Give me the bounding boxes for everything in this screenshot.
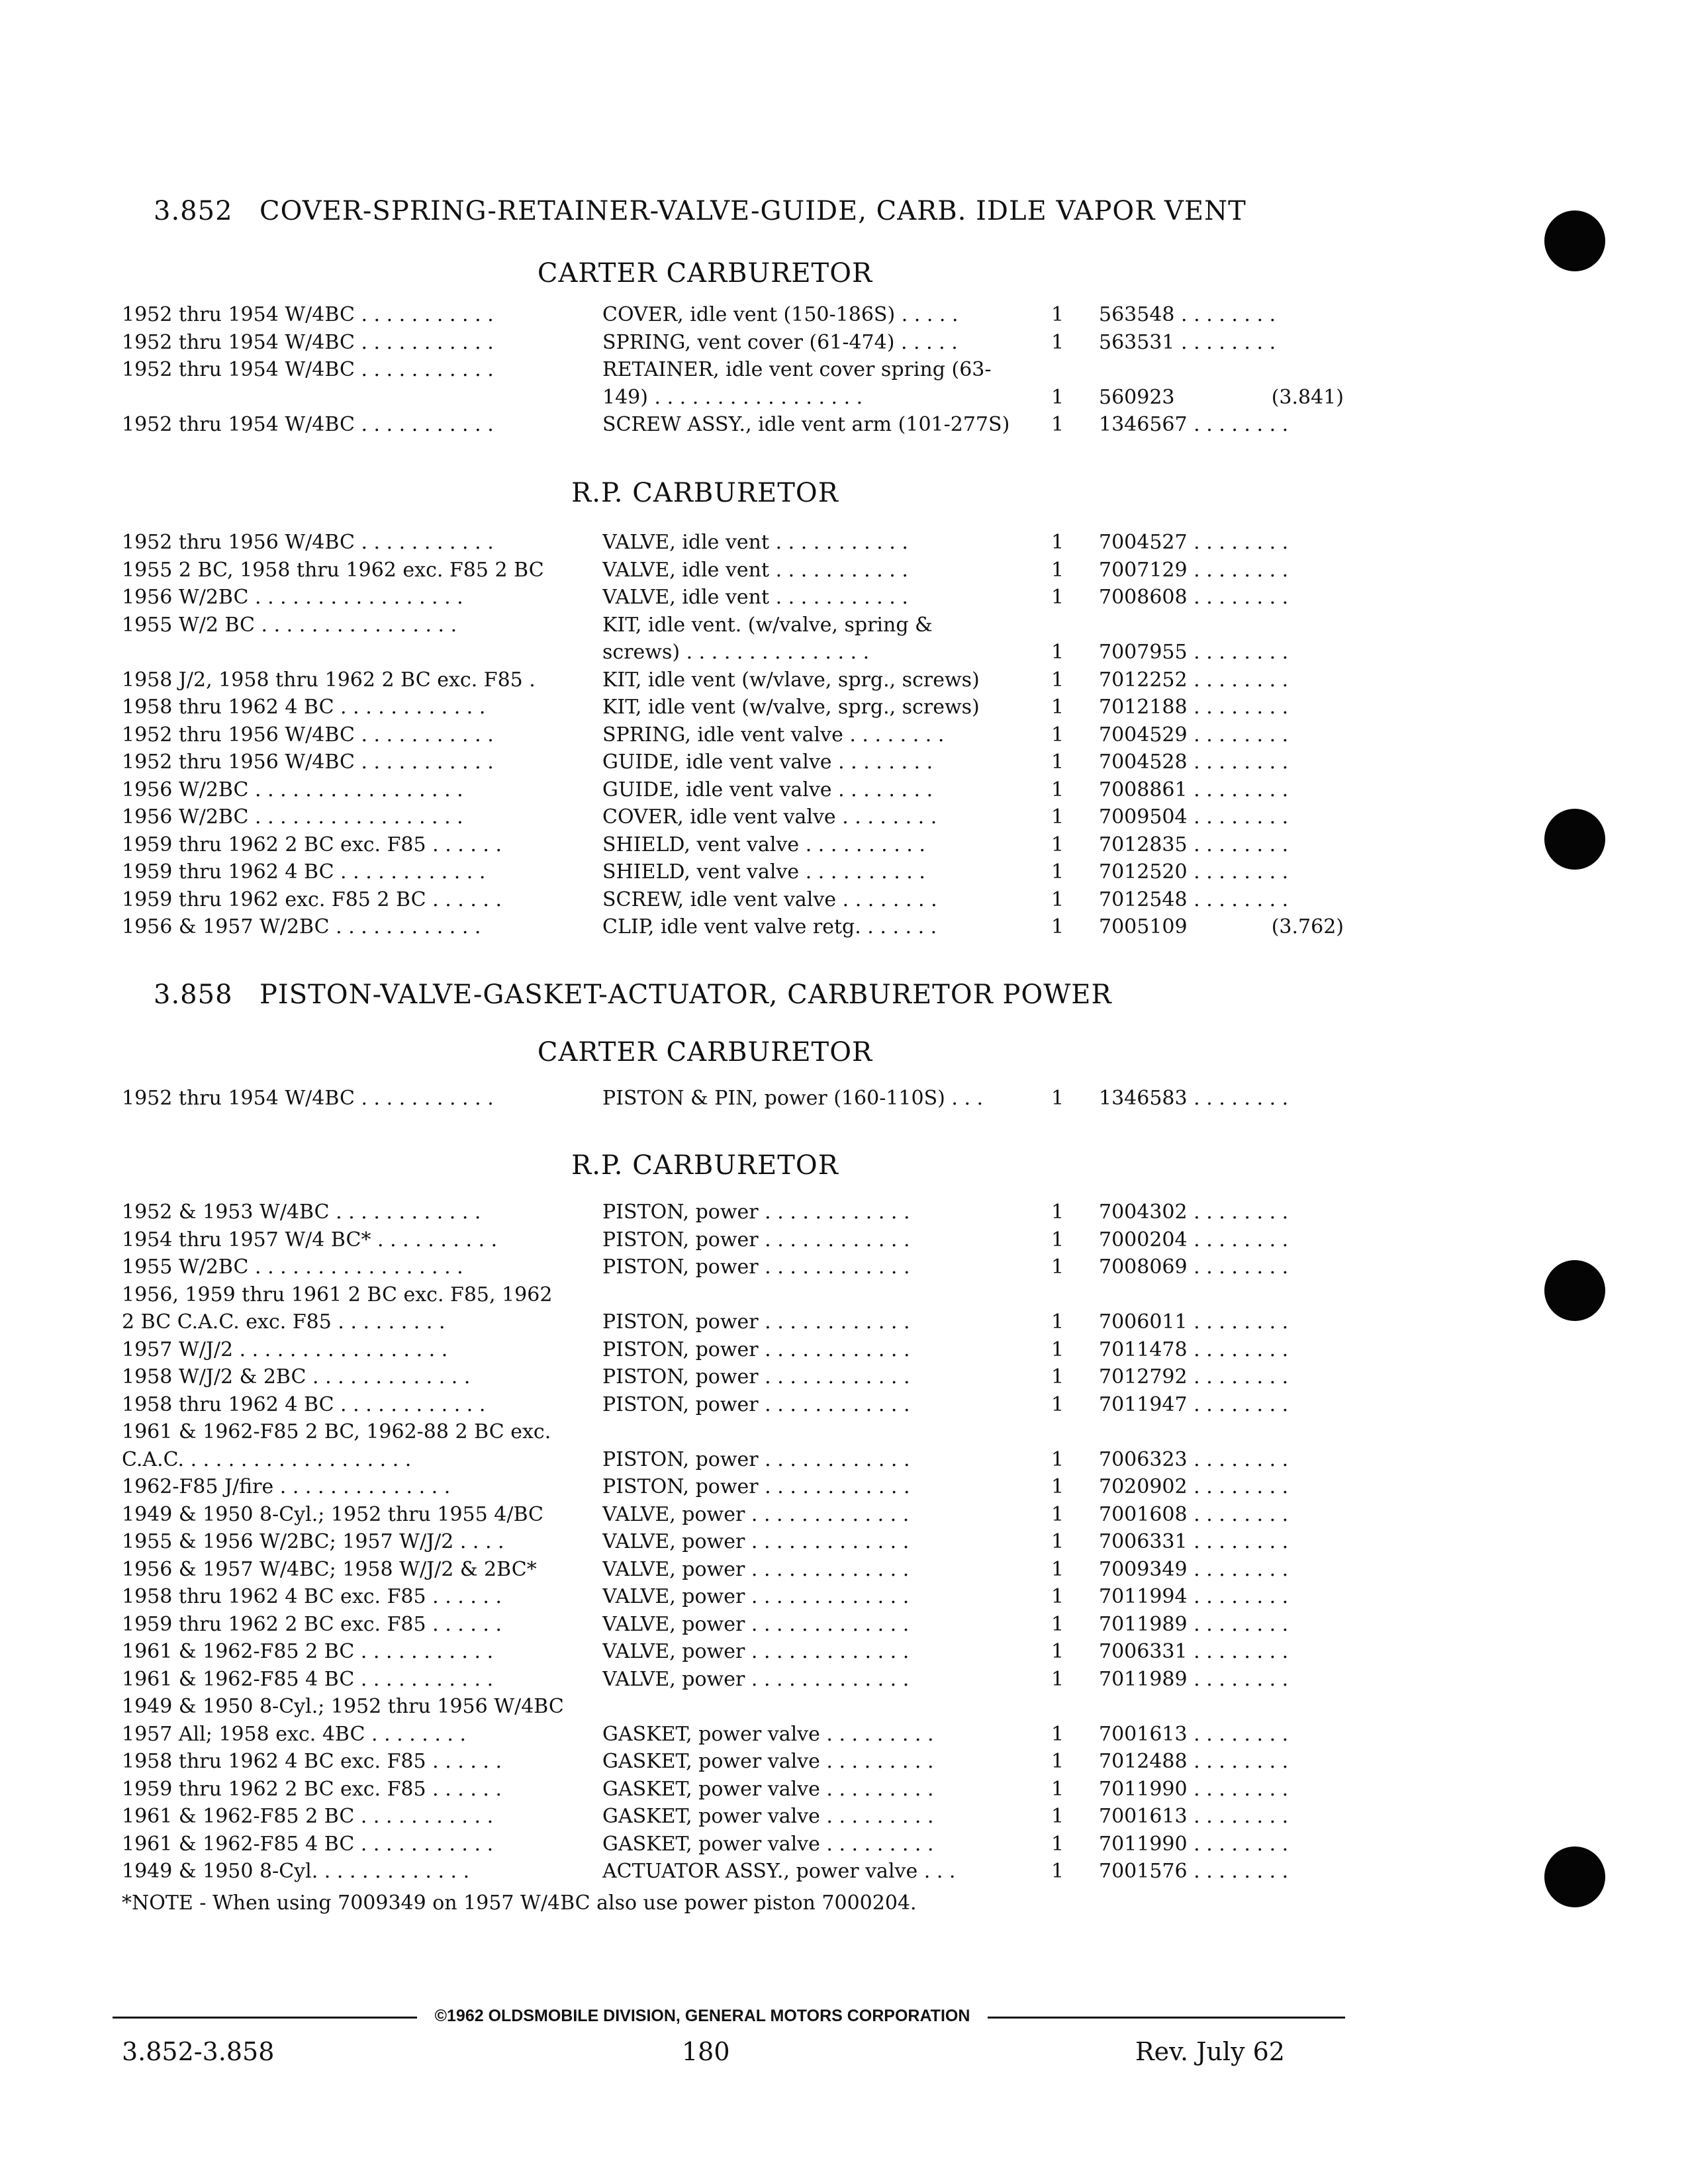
row-description: VALVE, idle vent . . . . . . . . . . . <box>602 559 908 582</box>
table-row <box>0 584 1688 611</box>
table-row <box>0 859 1688 886</box>
row-part-number: 1346583 . . . . . . . . <box>1099 1087 1289 1110</box>
table-row <box>0 302 1688 328</box>
row-description: VALVE, power . . . . . . . . . . . . . <box>602 1558 910 1581</box>
row-model: 1961 & 1962-F85 2 BC . . . . . . . . . . . <box>122 1640 494 1663</box>
row-model: 1962-F85 J/fire . . . . . . . . . . . . . . <box>122 1475 451 1498</box>
row-model: 1957 W/J/2 . . . . . . . . . . . . . . . . . <box>122 1338 448 1361</box>
row-part-number: 7009504 . . . . . . . . <box>1099 805 1289 829</box>
group-heading: R.P. CARBURETOR <box>571 1150 839 1181</box>
row-quantity: 1 <box>1051 1833 1064 1856</box>
group-heading: CARTER CARBURETOR <box>537 1037 873 1068</box>
row-description: GASKET, power valve . . . . . . . . . <box>602 1750 934 1773</box>
row-part-number: 7011994 . . . . . . . . <box>1099 1585 1289 1608</box>
row-quantity: 1 <box>1051 778 1064 801</box>
row-model: 1955 2 BC, 1958 thru 1962 exc. F85 2 BC <box>122 559 544 582</box>
row-part-number: 7007129 . . . . . . . . <box>1099 559 1289 582</box>
footnote: *NOTE - When using 7009349 on 1957 W/4BC also use power piston 7000204. <box>122 1891 917 1915</box>
table-row <box>0 1282 1688 1308</box>
row-quantity: 1 <box>1051 1201 1064 1224</box>
row-model: 1956 & 1957 W/2BC . . . . . . . . . . . . <box>122 915 481 938</box>
row-description: PISTON & PIN, power (160-110S) . . . <box>602 1087 984 1110</box>
section-heading-1 <box>154 196 1477 226</box>
table-row <box>0 1364 1688 1390</box>
table-row <box>0 1694 1688 1720</box>
row-description: PISTON, power . . . . . . . . . . . . <box>602 1255 910 1279</box>
row-model: 2 BC C.A.C. exc. F85 . . . . . . . . . <box>122 1310 445 1334</box>
row-reference: (3.762) <box>1271 915 1344 938</box>
table-row <box>0 1529 1688 1555</box>
row-description: GASKET, power valve . . . . . . . . . <box>602 1805 934 1828</box>
row-model: 1961 & 1962-F85 4 BC . . . . . . . . . . . <box>122 1833 494 1856</box>
table-row <box>0 330 1688 356</box>
row-model: C.A.C. . . . . . . . . . . . . . . . . . . <box>122 1448 412 1471</box>
row-model: 1956, 1959 thru 1961 2 BC exc. F85, 1962 <box>122 1283 553 1306</box>
table-row <box>0 1803 1688 1830</box>
row-quantity: 1 <box>1051 1778 1064 1801</box>
table-row <box>0 1502 1688 1528</box>
row-model: 1956 W/2BC . . . . . . . . . . . . . . . . . <box>122 805 463 829</box>
row-quantity: 1 <box>1051 1640 1064 1663</box>
table-row <box>0 1639 1688 1665</box>
row-description: SCREW ASSY., idle vent arm (101-277S) <box>602 413 1010 436</box>
row-quantity: 1 <box>1051 413 1064 436</box>
table-row <box>0 749 1688 776</box>
row-quantity: 1 <box>1051 833 1064 856</box>
row-description: PISTON, power . . . . . . . . . . . . <box>602 1310 910 1334</box>
row-part-number: 7011989 . . . . . . . . <box>1099 1668 1289 1691</box>
table-row <box>0 1584 1688 1610</box>
row-description: 149) . . . . . . . . . . . . . . . . . <box>602 386 863 409</box>
row-quantity: 1 <box>1051 696 1064 719</box>
row-part-number: 7011947 . . . . . . . . <box>1099 1393 1289 1416</box>
row-description: KIT, idle vent. (w/valve, spring & <box>602 614 933 637</box>
row-description: PISTON, power . . . . . . . . . . . . <box>602 1393 910 1416</box>
table-row <box>0 1721 1688 1748</box>
table-row <box>0 804 1688 831</box>
table-row <box>0 887 1688 913</box>
row-quantity: 1 <box>1051 559 1064 582</box>
table-row <box>0 1474 1688 1500</box>
row-quantity: 1 <box>1051 1530 1064 1553</box>
footer-rule <box>113 2017 417 2019</box>
row-part-number: 563531 . . . . . . . . <box>1099 331 1276 354</box>
table-row <box>0 1419 1688 1445</box>
section-number: 3.852 <box>154 196 233 226</box>
row-description: VALVE, idle vent . . . . . . . . . . . <box>602 531 908 554</box>
row-part-number: 7012488 . . . . . . . . <box>1099 1750 1289 1773</box>
row-model: 1961 & 1962-F85 2 BC, 1962-88 2 BC exc. <box>122 1420 551 1443</box>
section-title: COVER-SPRING-RETAINER-VALVE-GUIDE, CARB. IDLE VAPOR VENT <box>259 196 1246 226</box>
row-part-number: 7008069 . . . . . . . . <box>1099 1255 1289 1279</box>
row-description: SPRING, vent cover (61-474) . . . . . <box>602 331 958 354</box>
row-part-number: 7004527 . . . . . . . . <box>1099 531 1289 554</box>
row-quantity: 1 <box>1051 1613 1064 1636</box>
row-model: 1955 W/2BC . . . . . . . . . . . . . . . . . <box>122 1255 463 1279</box>
table-row <box>0 667 1688 694</box>
row-model: 1958 thru 1962 4 BC exc. F85 . . . . . . <box>122 1750 502 1773</box>
revision-date: Rev. July 62 <box>1135 2037 1285 2066</box>
row-quantity: 1 <box>1051 531 1064 554</box>
table-row <box>0 385 1688 411</box>
row-quantity: 1 <box>1051 1228 1064 1251</box>
row-quantity: 1 <box>1051 1585 1064 1608</box>
row-part-number: 7011478 . . . . . . . . <box>1099 1338 1289 1361</box>
row-part-number: 560923 <box>1099 386 1175 409</box>
row-part-number: 7012792 . . . . . . . . <box>1099 1365 1289 1388</box>
row-part-number: 7011990 . . . . . . . . <box>1099 1778 1289 1801</box>
row-part-number: 7005109 <box>1099 915 1188 938</box>
row-quantity: 1 <box>1051 805 1064 829</box>
row-description: SHIELD, vent valve . . . . . . . . . . <box>602 860 925 884</box>
row-part-number: 7008861 . . . . . . . . <box>1099 778 1289 801</box>
row-part-number: 7001613 . . . . . . . . <box>1099 1723 1289 1746</box>
row-quantity: 1 <box>1051 1558 1064 1581</box>
table-row <box>0 722 1688 749</box>
row-description: PISTON, power . . . . . . . . . . . . <box>602 1201 910 1224</box>
row-description: COVER, idle vent (150-186S) . . . . . <box>602 303 959 326</box>
row-model: 1949 & 1950 8-Cyl. . . . . . . . . . . . . <box>122 1860 470 1883</box>
row-model: 1958 J/2, 1958 thru 1962 2 BC exc. F85 . <box>122 668 536 692</box>
table-row <box>0 612 1688 639</box>
table-row <box>0 1776 1688 1803</box>
row-model: 1952 thru 1954 W/4BC . . . . . . . . . . . <box>122 1087 494 1110</box>
row-model: 1952 thru 1956 W/4BC . . . . . . . . . . . <box>122 751 494 774</box>
table-row <box>0 832 1688 858</box>
row-model: 1955 & 1956 W/2BC; 1957 W/J/2 . . . . <box>122 1530 504 1553</box>
row-quantity: 1 <box>1051 641 1064 664</box>
row-reference: (3.841) <box>1271 386 1344 409</box>
row-description: VALVE, idle vent . . . . . . . . . . . <box>602 586 908 609</box>
row-description: VALVE, power . . . . . . . . . . . . . <box>602 1585 910 1608</box>
row-model: 1952 thru 1954 W/4BC . . . . . . . . . . . <box>122 331 494 354</box>
row-part-number: 7001576 . . . . . . . . <box>1099 1860 1289 1883</box>
row-quantity: 1 <box>1051 331 1064 354</box>
row-model: 1954 thru 1957 W/4 BC* . . . . . . . . . . <box>122 1228 498 1251</box>
copyright-line: ©1962 OLDSMOBILE DIVISION, GENERAL MOTORS CORPORATION <box>434 2007 970 2025</box>
table-row <box>0 529 1688 556</box>
footer-rule <box>988 2017 1345 2019</box>
table-row <box>0 1666 1688 1693</box>
row-description: VALVE, power . . . . . . . . . . . . . <box>602 1640 910 1663</box>
row-description: SPRING, idle vent valve . . . . . . . . <box>602 723 945 747</box>
row-part-number: 7004528 . . . . . . . . <box>1099 751 1289 774</box>
table-row <box>0 1447 1688 1473</box>
row-model: 1949 & 1950 8-Cyl.; 1952 thru 1955 4/BC <box>122 1503 544 1526</box>
row-model: 1961 & 1962-F85 4 BC . . . . . . . . . . . <box>122 1668 494 1691</box>
row-part-number: 7012548 . . . . . . . . <box>1099 888 1289 911</box>
row-description: KIT, idle vent (w/valve, sprg., screws) <box>602 696 980 719</box>
row-quantity: 1 <box>1051 1668 1064 1691</box>
row-part-number: 7012835 . . . . . . . . <box>1099 833 1289 856</box>
row-part-number: 7008608 . . . . . . . . <box>1099 586 1289 609</box>
table-row <box>0 1085 1688 1112</box>
row-model: 1956 W/2BC . . . . . . . . . . . . . . . . . <box>122 778 463 801</box>
row-quantity: 1 <box>1051 1503 1064 1526</box>
row-part-number: 7001608 . . . . . . . . <box>1099 1503 1289 1526</box>
row-description: SHIELD, vent valve . . . . . . . . . . <box>602 833 925 856</box>
row-model: 1959 thru 1962 2 BC exc. F85 . . . . . . <box>122 833 502 856</box>
row-model: 1958 thru 1962 4 BC . . . . . . . . . . . . <box>122 1393 486 1416</box>
row-part-number: 7001613 . . . . . . . . <box>1099 1805 1289 1828</box>
row-description: PISTON, power . . . . . . . . . . . . <box>602 1475 910 1498</box>
row-quantity: 1 <box>1051 1393 1064 1416</box>
row-quantity: 1 <box>1051 1310 1064 1334</box>
row-quantity: 1 <box>1051 668 1064 692</box>
row-part-number: 7012520 . . . . . . . . <box>1099 860 1289 884</box>
row-quantity: 1 <box>1051 860 1064 884</box>
row-part-number: 7006011 . . . . . . . . <box>1099 1310 1289 1334</box>
row-quantity: 1 <box>1051 1338 1064 1361</box>
table-row <box>0 694 1688 721</box>
row-description: GASKET, power valve . . . . . . . . . <box>602 1778 934 1801</box>
row-model: 1958 thru 1962 4 BC . . . . . . . . . . . . <box>122 696 486 719</box>
row-description: GASKET, power valve . . . . . . . . . <box>602 1833 934 1856</box>
section-range: 3.852-3.858 <box>122 2037 275 2066</box>
row-description: GASKET, power valve . . . . . . . . . <box>602 1723 934 1746</box>
row-part-number: 7020902 . . . . . . . . <box>1099 1475 1289 1498</box>
row-quantity: 1 <box>1051 1723 1064 1746</box>
row-quantity: 1 <box>1051 1448 1064 1471</box>
row-model: 1952 thru 1956 W/4BC . . . . . . . . . . . <box>122 531 494 554</box>
table-row <box>0 1557 1688 1583</box>
table-row <box>0 1309 1688 1336</box>
row-quantity: 1 <box>1051 1475 1064 1498</box>
row-description: VALVE, power . . . . . . . . . . . . . <box>602 1530 910 1553</box>
row-quantity: 1 <box>1051 1087 1064 1110</box>
section-heading-2 <box>154 979 1477 1010</box>
row-part-number: 7004529 . . . . . . . . <box>1099 723 1289 747</box>
table-row <box>0 557 1688 584</box>
row-model: 1955 W/2 BC . . . . . . . . . . . . . . . . <box>122 614 457 637</box>
table-row <box>0 1858 1688 1885</box>
table-row <box>0 1831 1688 1858</box>
row-part-number: 7000204 . . . . . . . . <box>1099 1228 1289 1251</box>
row-quantity: 1 <box>1051 1365 1064 1388</box>
row-model: 1959 thru 1962 4 BC . . . . . . . . . . . . <box>122 860 486 884</box>
table-row <box>0 357 1688 383</box>
table-row <box>0 1337 1688 1363</box>
row-description: COVER, idle vent valve . . . . . . . . <box>602 805 937 829</box>
row-part-number: 7006323 . . . . . . . . <box>1099 1448 1289 1471</box>
row-model: 1949 & 1950 8-Cyl.; 1952 thru 1956 W/4BC <box>122 1695 564 1718</box>
table-row <box>0 777 1688 803</box>
table-row <box>0 639 1688 666</box>
row-quantity: 1 <box>1051 1805 1064 1828</box>
table-row <box>0 914 1688 940</box>
row-part-number: 7009349 . . . . . . . . <box>1099 1558 1289 1581</box>
row-description: CLIP, idle vent valve retg. . . . . . . <box>602 915 937 938</box>
row-description: GUIDE, idle vent valve . . . . . . . . <box>602 778 933 801</box>
table-row <box>0 1749 1688 1775</box>
row-model: 1957 All; 1958 exc. 4BC . . . . . . . . <box>122 1723 467 1746</box>
row-description: KIT, idle vent (w/vlave, sprg., screws) <box>602 668 980 692</box>
row-quantity: 1 <box>1051 1255 1064 1279</box>
row-part-number: 7006331 . . . . . . . . <box>1099 1640 1289 1663</box>
row-model: 1959 thru 1962 2 BC exc. F85 . . . . . . <box>122 1613 502 1636</box>
table-row <box>0 1254 1688 1281</box>
table-row <box>0 1612 1688 1638</box>
table-row <box>0 1227 1688 1253</box>
row-part-number: 563548 . . . . . . . . <box>1099 303 1276 326</box>
row-description: PISTON, power . . . . . . . . . . . . <box>602 1228 910 1251</box>
row-description: PISTON, power . . . . . . . . . . . . <box>602 1448 910 1471</box>
row-description: SCREW, idle vent valve . . . . . . . . <box>602 888 937 911</box>
table-row <box>0 1392 1688 1418</box>
row-quantity: 1 <box>1051 303 1064 326</box>
row-quantity: 1 <box>1051 888 1064 911</box>
row-part-number: 7011989 . . . . . . . . <box>1099 1613 1289 1636</box>
row-model: 1952 thru 1954 W/4BC . . . . . . . . . . . <box>122 303 494 326</box>
row-quantity: 1 <box>1051 1750 1064 1773</box>
row-model: 1952 thru 1954 W/4BC . . . . . . . . . . . <box>122 358 494 381</box>
row-part-number: 7012252 . . . . . . . . <box>1099 668 1289 692</box>
group-heading: R.P. CARBURETOR <box>571 478 839 508</box>
row-part-number: 7011990 . . . . . . . . <box>1099 1833 1289 1856</box>
page-number: 180 <box>682 2037 730 2066</box>
table-row <box>0 1199 1688 1226</box>
row-description: VALVE, power . . . . . . . . . . . . . <box>602 1503 910 1526</box>
row-description: GUIDE, idle vent valve . . . . . . . . <box>602 751 933 774</box>
row-model: 1952 & 1953 W/4BC . . . . . . . . . . . . <box>122 1201 481 1224</box>
row-quantity: 1 <box>1051 586 1064 609</box>
row-description: PISTON, power . . . . . . . . . . . . <box>602 1338 910 1361</box>
section-title: PISTON-VALVE-GASKET-ACTUATOR, CARBURETOR POWER <box>259 979 1112 1010</box>
table-row <box>0 412 1688 438</box>
row-part-number: 7007955 . . . . . . . . <box>1099 641 1289 664</box>
row-model: 1952 thru 1956 W/4BC . . . . . . . . . . . <box>122 723 494 747</box>
row-part-number: 1346567 . . . . . . . . <box>1099 413 1289 436</box>
row-model: 1958 thru 1962 4 BC exc. F85 . . . . . . <box>122 1585 502 1608</box>
row-description: ACTUATOR ASSY., power valve . . . <box>602 1860 956 1883</box>
row-description: PISTON, power . . . . . . . . . . . . <box>602 1365 910 1388</box>
row-description: RETAINER, idle vent cover spring (63- <box>602 358 992 381</box>
row-quantity: 1 <box>1051 915 1064 938</box>
row-quantity: 1 <box>1051 723 1064 747</box>
row-part-number: 7004302 . . . . . . . . <box>1099 1201 1289 1224</box>
row-model: 1952 thru 1954 W/4BC . . . . . . . . . . . <box>122 413 494 436</box>
row-model: 1956 W/2BC . . . . . . . . . . . . . . . . . <box>122 586 463 609</box>
row-description: VALVE, power . . . . . . . . . . . . . <box>602 1668 910 1691</box>
row-quantity: 1 <box>1051 1860 1064 1883</box>
row-model: 1958 W/J/2 & 2BC . . . . . . . . . . . . . <box>122 1365 471 1388</box>
section-number: 3.858 <box>154 979 233 1010</box>
row-description: VALVE, power . . . . . . . . . . . . . <box>602 1613 910 1636</box>
row-part-number: 7012188 . . . . . . . . <box>1099 696 1289 719</box>
row-model: 1961 & 1962-F85 2 BC . . . . . . . . . . . <box>122 1805 494 1828</box>
row-quantity: 1 <box>1051 751 1064 774</box>
row-model: 1959 thru 1962 exc. F85 2 BC . . . . . . <box>122 888 502 911</box>
row-model: 1956 & 1957 W/4BC; 1958 W/J/2 & 2BC* <box>122 1558 537 1581</box>
row-quantity: 1 <box>1051 386 1064 409</box>
row-description: screws) . . . . . . . . . . . . . . . <box>602 641 870 664</box>
row-model: 1959 thru 1962 2 BC exc. F85 . . . . . . <box>122 1778 502 1801</box>
row-part-number: 7006331 . . . . . . . . <box>1099 1530 1289 1553</box>
group-heading: CARTER CARBURETOR <box>537 258 873 289</box>
